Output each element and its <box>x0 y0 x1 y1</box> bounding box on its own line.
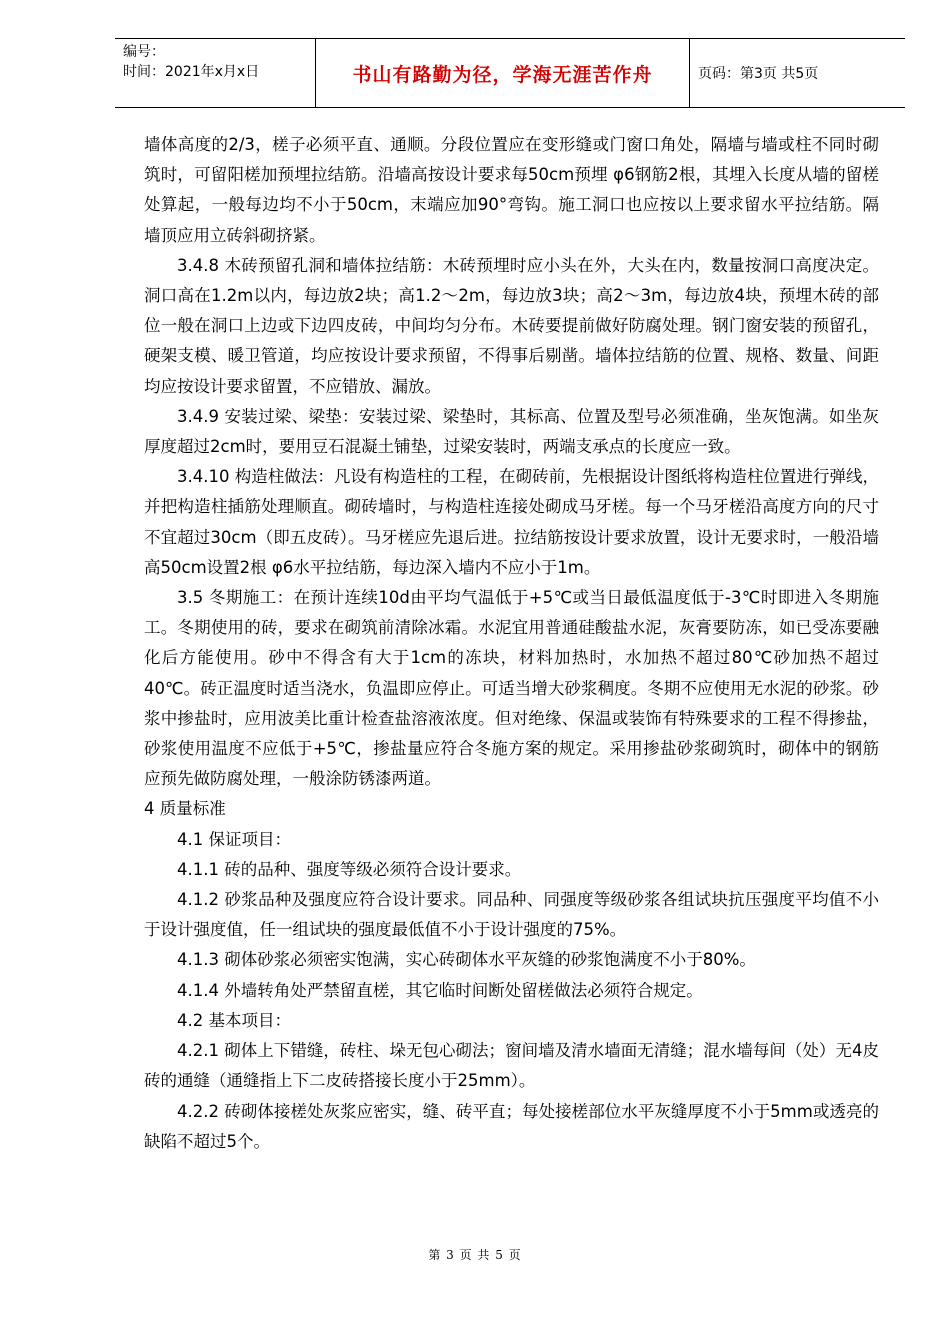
header-page-info: 页码：第3页 共5页 <box>698 66 819 82</box>
page-footer: 第 3 页 共 5 页 <box>428 1248 522 1262</box>
paragraph-4-2-1: 4.2.1 砌体上下错缝，砖柱、垛无包心砌法；窗间墙及清水墙面无清缝；混水墙每间（处）无4皮砖的通缝（通缝指上下二皮砖搭接长度小于25mm）。 <box>144 1041 879 1091</box>
paragraph-4-1-3: 4.1.3 砌体砂浆必须密实饱满，实心砖砌体水平灰缝的砂浆饱满度不小于80%。 <box>177 950 756 970</box>
section-heading-4: 4 质量标准 <box>144 799 226 819</box>
subheading-4-2: 4.2 基本项目： <box>177 1010 291 1030</box>
header-motto-cell <box>316 39 690 107</box>
paragraph-4-1-1: 4.1.1 砖的品种、强度等级必须符合设计要求。 <box>177 859 522 879</box>
paragraph-4-1-4: 4.1.4 外墙转角处严禁留直槎，其它临时间断处留槎做法必须符合规定。 <box>177 980 703 1000</box>
paragraph-4-1-2: 4.1.2 砂浆品种及强度应符合设计要求。同品种、同强度等级砂浆各组试块抗压强度平均值不小于设计强度值，任一组试块的强度最低值不小于设计强度的75%。 <box>144 890 879 940</box>
document-time: 时间：2021年x月x日 <box>123 64 260 80</box>
paragraph-3-4-10: 3.4.10 构造柱做法：凡设有构造柱的工程，在砌砖前，先根据设计图纸将构造柱位置进行弹线，并把构造柱插筋处理顺直。砌砖墙时，与构造柱连接处砌成马牙槎。每一个马牙槎沿高度方向的尺寸不宜超过30cm（即五皮砖）。马牙槎应先退后进。拉结筋按设计要求放置，设计无要求时，一般沿墙高50cm设置2根 φ6水平拉结筋，每边深入墙内不应小于1m。 <box>144 467 879 577</box>
paragraph-3-5: 3.5 冬期施工：在预计连续10d由平均气温低于+5℃或当日最低温度低于-3℃时即进入冬期施工。冬期使用的砖，要求在砌筑前清除冰霜。水泥宜用普通硅酸盐水泥，灰膏要防冻，如已受冻要融化后方能使用。砂中不得含有大于1cm的冻块，材料加热时，水加热不超过80℃砂加热不超过40℃。砖正温度时适当浇水，负温即应停止。可适当增大砂浆稠度。冬期不应使用无水泥的砂浆。砂浆中掺盐时，应用波美比重计检查盐溶液浓度。但对绝缘、保温或装饰有特殊要求的工程不得掺盐，砂浆使用温度不应低于+5℃，掺盐量应符合冬施方案的规定。采用掺盐砂浆砌筑时，砌体中的钢筋应预先做防腐处理，一般涂防锈漆两道。 <box>144 588 879 789</box>
document-number-label: 编号： <box>123 44 165 60</box>
page-header <box>115 38 905 108</box>
paragraph-3-4-8: 3.4.8 木砖预留孔洞和墙体拉结筋：木砖预埋时应小头在外，大头在内，数量按洞口高度决定。洞口高在1.2m以内，每边放2块；高1.2～2m，每边放3块；高2～3m，每边放4块，预埋木砖的部位一般在洞口上边或下边四皮砖，中间均匀分布。木砖要提前做好防腐处理。钢门窗安装的预留孔，硬架支模、暖卫管道，均应按设计要求预留，不得事后剔凿。墙体拉结筋的位置、规格、数量、间距均应按设计要求留置，不应错放、漏放。 <box>144 255 879 396</box>
paragraph-4-2-2: 4.2.2 砖砌体接槎处灰浆应密实，缝、砖平直；每处接槎部位水平灰缝厚度不小于5mm或透亮的缺陷不超过5个。 <box>144 1101 879 1151</box>
header-motto: 书山有路勤为径，学海无涯苦作舟 <box>352 63 653 86</box>
paragraph-continuation: 墙体高度的2/3，槎子必须平直、通顺。分段位置应在变形缝或门窗口角处，隔墙与墙或柱不同时砌筑时，可留阳槎加预埋拉结筋。沿墙高按设计要求每50cm预埋 φ6钢筋2根，其埋入长度从墙的留槎处算起，一般每边均不小于50cm，末端应加90°弯钩。施工洞口也应按以上要求留水平拉结筋。隔墙顶应用立砖斜砌挤紧。 <box>144 135 879 245</box>
subheading-4-1: 4.1 保证项目： <box>177 829 291 849</box>
paragraph-3-4-9: 3.4.9 安装过梁、梁垫：安装过梁、梁垫时，其标高、位置及型号必须准确，坐灰饱满。如坐灰厚度超过2cm时，要用豆石混凝土铺垫，过梁安装时，两端支承点的长度应一致。 <box>144 406 879 457</box>
document-body <box>144 130 879 1157</box>
header-meta <box>115 39 316 107</box>
